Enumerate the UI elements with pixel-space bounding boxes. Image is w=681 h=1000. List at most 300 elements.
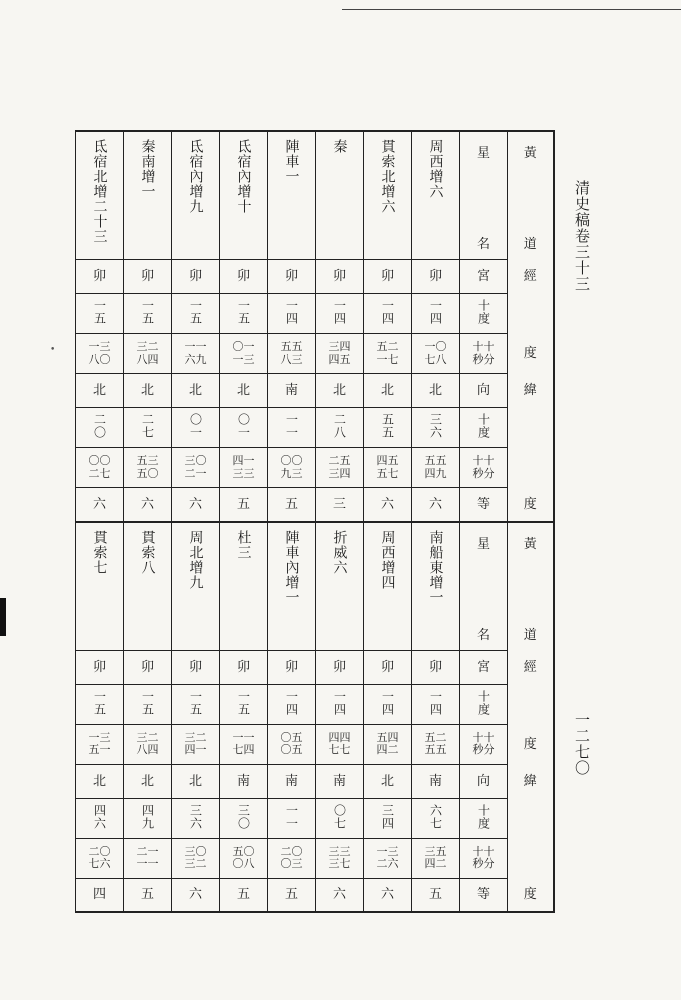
latitude-minsec-part: 〇三	[280, 857, 303, 870]
table-cell	[124, 650, 172, 684]
header-name-label: 名	[476, 627, 490, 643]
table-cell	[124, 798, 172, 838]
latitude-minsec-part: 二一	[136, 844, 159, 858]
outer-label-cell	[508, 131, 554, 260]
star-name: 秦南增一	[139, 139, 156, 199]
star-name: 周西增六	[427, 139, 444, 199]
palace-value: 卯	[380, 269, 394, 284]
direction-value: 北	[92, 383, 106, 398]
palace-value: 卯	[236, 659, 250, 675]
latitude-minsec	[377, 846, 399, 870]
outer-label: 經	[523, 659, 537, 675]
table-cell	[364, 650, 412, 684]
table-cell	[412, 131, 460, 260]
magnitude-value: 三	[332, 496, 346, 512]
latitude-minsec-part: 四二	[424, 857, 447, 870]
table-cell	[220, 724, 268, 764]
table-cell	[268, 684, 316, 724]
palace-value: 卯	[284, 269, 298, 284]
latitude-minsec	[89, 846, 111, 870]
table-cell	[172, 260, 220, 294]
star-name: 周北增九	[187, 529, 204, 590]
latitude-minsec	[425, 846, 447, 870]
latitude-degree: 〇七	[332, 803, 347, 830]
table-cell	[316, 838, 364, 878]
star-name: 南船東增一	[427, 529, 444, 605]
latitude-minsec	[329, 846, 351, 870]
header-lat_minsec	[473, 455, 495, 479]
star-name: 貫索七	[91, 529, 108, 575]
table-cell	[268, 374, 316, 408]
table-cell	[268, 650, 316, 684]
header-cell	[460, 260, 508, 294]
latitude-minsec	[329, 455, 351, 479]
latitude-minsec-part: 三三	[328, 844, 351, 858]
table-cell	[316, 878, 364, 912]
table-cell	[268, 294, 316, 334]
table-cell	[172, 448, 220, 488]
longitude-minsec	[425, 732, 447, 756]
header-cell	[460, 294, 508, 334]
longitude-minsec-part: 八四	[136, 743, 159, 756]
table-cell	[316, 650, 364, 684]
star-name: 杜三	[235, 529, 252, 560]
outer-label: 度	[523, 346, 537, 361]
longitude-minsec-part: 一三	[88, 340, 111, 354]
star-name: 折威六	[331, 529, 348, 575]
table-cell	[76, 408, 124, 448]
table-cell	[124, 334, 172, 374]
magnitude-value: 五	[140, 887, 154, 903]
longitude-minsec-part: 七四	[232, 743, 255, 756]
longitude-minsec	[377, 341, 399, 365]
outer-label-cell	[508, 374, 554, 408]
table-cell	[268, 260, 316, 294]
table-cell	[412, 408, 460, 448]
longitude-minsec	[185, 341, 207, 365]
longitude-degree: 一四	[332, 689, 347, 716]
table-row	[76, 294, 554, 334]
table-cell	[316, 798, 364, 838]
table-cell	[124, 764, 172, 798]
latitude-minsec-part: 三〇	[184, 844, 207, 858]
direction-value: 北	[380, 383, 394, 398]
outer-label-cell	[508, 522, 554, 651]
magnitude-value: 五	[284, 887, 298, 903]
table-row	[76, 684, 554, 724]
header-cell	[460, 374, 508, 408]
latitude-minsec	[377, 455, 399, 479]
table-cell	[364, 684, 412, 724]
magnitude-value: 六	[188, 496, 202, 512]
table-cell	[124, 488, 172, 522]
header-cell	[460, 724, 508, 764]
latitude-degree: 三六	[428, 413, 443, 439]
direction-value: 南	[284, 773, 298, 789]
table-cell	[268, 408, 316, 448]
latitude-minsec-part: 四九	[424, 466, 447, 480]
table-cell	[220, 488, 268, 522]
longitude-minsec-part: 八三	[280, 352, 303, 366]
table-cell	[220, 260, 268, 294]
table-cell	[364, 374, 412, 408]
longitude-degree: 一四	[428, 299, 443, 325]
longitude-minsec	[329, 732, 351, 756]
header-cell	[460, 522, 508, 651]
table-cell	[316, 294, 364, 334]
latitude-minsec-part: 五〇	[136, 466, 159, 480]
outer-dao: 道	[523, 627, 537, 643]
header-palace: 宮	[476, 269, 490, 284]
outer-label-cell	[508, 334, 554, 374]
table-cell	[316, 334, 364, 374]
table-cell	[220, 131, 268, 260]
longitude-minsec-part: 三二	[136, 340, 159, 354]
header-cell	[460, 448, 508, 488]
magnitude-value: 六	[380, 496, 394, 512]
table-cell	[76, 724, 124, 764]
longitude-degree: 一四	[332, 299, 347, 325]
table-cell	[172, 684, 220, 724]
longitude-minsec-part: 三二	[184, 730, 207, 744]
table-cell	[268, 878, 316, 912]
longitude-degree: 一四	[284, 299, 299, 325]
header-name-label: 名	[476, 237, 490, 252]
table-row	[76, 724, 554, 764]
latitude-degree: 三〇	[236, 803, 251, 830]
outer-label-cell	[508, 408, 554, 448]
longitude-minsec-part: 一三	[232, 352, 255, 366]
table-cell	[364, 488, 412, 522]
palace-value: 卯	[332, 659, 346, 675]
latitude-degree: 二八	[332, 413, 347, 439]
longitude-minsec-part: 五五	[424, 743, 447, 756]
table-cell	[172, 764, 220, 798]
latitude-minsec	[281, 455, 303, 479]
latitude-minsec-part: 二七	[88, 466, 111, 480]
header-star-name	[460, 530, 507, 650]
magnitude-value: 六	[428, 496, 442, 512]
header-part: 秒分	[472, 857, 495, 870]
table-cell	[124, 878, 172, 912]
direction-value: 北	[428, 383, 442, 398]
outer-label: 度	[523, 496, 537, 512]
palace-value: 卯	[380, 659, 394, 675]
table-cell	[316, 764, 364, 798]
table-cell	[412, 724, 460, 764]
table-row	[76, 334, 554, 374]
star-name: 氐宿北增二十三	[91, 139, 108, 244]
header-deg: 十度	[476, 299, 491, 325]
magnitude-value: 六	[92, 496, 106, 512]
table-cell	[316, 684, 364, 724]
header-cell	[460, 131, 508, 260]
header-star-name	[460, 139, 507, 259]
direction-value: 南	[284, 383, 298, 398]
palace-value: 卯	[332, 269, 346, 284]
outer-label-cell	[508, 838, 554, 878]
star-name: 秦	[331, 139, 348, 154]
direction-value: 北	[332, 383, 346, 398]
longitude-degree: 一五	[92, 689, 107, 716]
outer-label-cell	[508, 684, 554, 724]
longitude-minsec-part: 一〇	[424, 340, 447, 354]
palace-value: 卯	[428, 269, 442, 284]
table-cell	[412, 798, 460, 838]
palace-value: 卯	[188, 269, 202, 284]
latitude-degree: 三六	[188, 803, 203, 830]
outer-label-cell	[508, 260, 554, 294]
table-cell	[76, 334, 124, 374]
table-cell	[220, 650, 268, 684]
longitude-minsec-part: 七八	[424, 352, 447, 366]
table-cell	[76, 764, 124, 798]
latitude-degree: 〇一	[236, 413, 251, 439]
star-name: 貫索八	[139, 529, 156, 575]
table-row	[76, 408, 554, 448]
table-cell	[268, 448, 316, 488]
table-cell	[220, 334, 268, 374]
direction-value: 南	[236, 773, 250, 789]
longitude-minsec-part: 六九	[184, 352, 207, 366]
speck: •	[50, 345, 56, 355]
longitude-degree: 一四	[428, 689, 443, 716]
table-cell	[412, 294, 460, 334]
latitude-degree: 六七	[428, 803, 443, 830]
outer-dao: 道	[523, 237, 537, 252]
outer-label-cell	[508, 488, 554, 522]
direction-value: 北	[380, 773, 394, 789]
table-cell	[172, 334, 220, 374]
latitude-degree: 四九	[140, 803, 155, 830]
palace-value: 卯	[92, 269, 106, 284]
star-name: 氐宿內增九	[187, 139, 204, 214]
table-cell	[76, 650, 124, 684]
table-cell	[172, 374, 220, 408]
table-row	[76, 838, 554, 878]
outer-label-cell	[508, 448, 554, 488]
longitude-minsec	[425, 341, 447, 365]
header-lat_deg: 十度	[476, 413, 491, 439]
longitude-minsec-part: 八四	[136, 352, 159, 366]
outer-label-cell	[508, 878, 554, 912]
table-cell	[220, 798, 268, 838]
outer-huangdao	[508, 530, 553, 650]
latitude-minsec-part: 四五	[376, 454, 399, 468]
palace-value: 卯	[428, 659, 442, 675]
table-cell	[412, 260, 460, 294]
table-cell	[124, 260, 172, 294]
table-cell	[172, 724, 220, 764]
longitude-degree: 一五	[188, 689, 203, 716]
header-magnitude: 等	[476, 496, 490, 512]
header-cell	[460, 798, 508, 838]
table-cell	[412, 522, 460, 651]
table-cell	[172, 878, 220, 912]
table-cell	[220, 684, 268, 724]
table-cell	[220, 764, 268, 798]
table-cell	[124, 408, 172, 448]
longitude-minsec-part: 五二	[376, 340, 399, 354]
table-row	[76, 260, 554, 294]
latitude-minsec-part: 二五	[328, 454, 351, 468]
table-cell	[76, 838, 124, 878]
table-row	[76, 878, 554, 912]
table-cell	[124, 724, 172, 764]
table-cell	[172, 522, 220, 651]
latitude-minsec-part: 五〇	[232, 844, 255, 858]
longitude-minsec-part: 三二	[136, 730, 159, 744]
gutter-mark	[0, 598, 6, 636]
longitude-minsec	[281, 732, 303, 756]
longitude-minsec	[89, 732, 111, 756]
table-cell	[76, 522, 124, 651]
table-cell	[316, 448, 364, 488]
longitude-minsec-part: 五四	[376, 730, 399, 744]
latitude-degree: 五五	[380, 413, 395, 439]
header-star-label: 星	[476, 536, 490, 552]
latitude-minsec-part: 二〇	[280, 844, 303, 858]
table-cell	[76, 684, 124, 724]
longitude-minsec-part: 四二	[376, 743, 399, 756]
table-row	[76, 522, 554, 651]
longitude-minsec	[137, 732, 159, 756]
longitude-minsec	[281, 341, 303, 365]
header-direction: 向	[476, 383, 490, 398]
table-cell	[76, 294, 124, 334]
magnitude-value: 五	[284, 496, 298, 512]
table-cell	[124, 838, 172, 878]
latitude-minsec	[137, 455, 159, 479]
table-cell	[316, 131, 364, 260]
table-cell	[316, 374, 364, 408]
latitude-minsec-part: 〇〇	[280, 454, 303, 468]
longitude-minsec	[233, 341, 255, 365]
magnitude-value: 五	[236, 496, 250, 512]
star-catalogue-table	[75, 130, 555, 913]
header-part: 十十	[472, 730, 495, 744]
outer-huang: 黃	[523, 536, 537, 552]
table-cell	[412, 374, 460, 408]
star-name: 周西增四	[379, 529, 396, 590]
longitude-minsec-part: 八〇	[88, 352, 111, 366]
table-cell	[76, 878, 124, 912]
longitude-minsec-part: 四四	[328, 730, 351, 744]
palace-value: 卯	[236, 269, 250, 284]
table-cell	[76, 374, 124, 408]
magnitude-value: 六	[332, 887, 346, 903]
outer-label-cell	[508, 764, 554, 798]
palace-value: 卯	[92, 659, 106, 675]
table-cell	[364, 724, 412, 764]
table-cell	[268, 798, 316, 838]
magnitude-value: 六	[380, 887, 394, 903]
latitude-minsec-part: 三七	[328, 857, 351, 870]
latitude-minsec-part: 二六	[376, 857, 399, 870]
outer-huang: 黃	[523, 146, 537, 161]
table-cell	[412, 684, 460, 724]
outer-label-cell	[508, 294, 554, 334]
latitude-degree: 四六	[92, 803, 107, 830]
table-cell	[268, 334, 316, 374]
magnitude-value: 四	[92, 887, 106, 903]
latitude-minsec-part: 二一	[184, 466, 207, 480]
palace-value: 卯	[140, 659, 154, 675]
latitude-degree: 三四	[380, 803, 395, 830]
longitude-minsec-part: 四一	[184, 743, 207, 756]
outer-label-cell	[508, 650, 554, 684]
header-cell	[460, 488, 508, 522]
longitude-degree: 一四	[284, 689, 299, 716]
star-name: 貫索北增六	[379, 139, 396, 214]
latitude-minsec-part: 三二	[184, 857, 207, 870]
latitude-minsec	[281, 846, 303, 870]
outer-label: 緯	[523, 383, 537, 398]
outer-label-cell	[508, 798, 554, 838]
table-cell	[124, 448, 172, 488]
table-cell	[364, 334, 412, 374]
table-cell	[172, 488, 220, 522]
header-cell	[460, 650, 508, 684]
table-cell	[364, 878, 412, 912]
latitude-minsec	[233, 455, 255, 479]
table-row	[76, 131, 554, 260]
table-row	[76, 374, 554, 408]
table-cell	[172, 650, 220, 684]
table-cell	[268, 488, 316, 522]
latitude-degree: 一一	[284, 413, 299, 439]
table-cell	[76, 260, 124, 294]
longitude-minsec	[377, 732, 399, 756]
header-part: 秒分	[472, 352, 495, 366]
outer-label: 度	[523, 887, 537, 902]
table-cell	[364, 408, 412, 448]
header-part: 十十	[472, 454, 495, 468]
table-cell	[364, 294, 412, 334]
latitude-minsec	[137, 846, 159, 870]
palace-value: 卯	[140, 269, 154, 284]
header-direction: 向	[476, 773, 490, 789]
longitude-degree: 一五	[140, 299, 155, 325]
latitude-minsec	[233, 846, 255, 870]
longitude-minsec-part: 三四	[328, 340, 351, 354]
table-cell	[412, 764, 460, 798]
latitude-degree: 一一	[284, 803, 299, 830]
table-cell	[316, 724, 364, 764]
table-cell	[124, 294, 172, 334]
outer-label-cell	[508, 724, 554, 764]
table-cell	[76, 448, 124, 488]
table-cell	[412, 878, 460, 912]
table-cell	[172, 798, 220, 838]
table-cell	[412, 334, 460, 374]
header-part: 十十	[472, 340, 495, 354]
table-cell	[412, 650, 460, 684]
table-row	[76, 650, 554, 684]
star-name: 陣車內增一	[283, 529, 300, 605]
latitude-minsec-part: 五五	[424, 454, 447, 468]
latitude-minsec-part: 三三	[232, 466, 255, 480]
table-cell	[76, 798, 124, 838]
latitude-minsec-part: 〇八	[232, 857, 255, 870]
direction-value: 北	[188, 383, 202, 398]
star-name: 氐宿內增十	[235, 139, 252, 214]
latitude-minsec	[185, 455, 207, 479]
longitude-minsec-part: 七七	[328, 743, 351, 756]
table-row	[76, 488, 554, 522]
table-cell	[412, 448, 460, 488]
table-cell	[172, 294, 220, 334]
